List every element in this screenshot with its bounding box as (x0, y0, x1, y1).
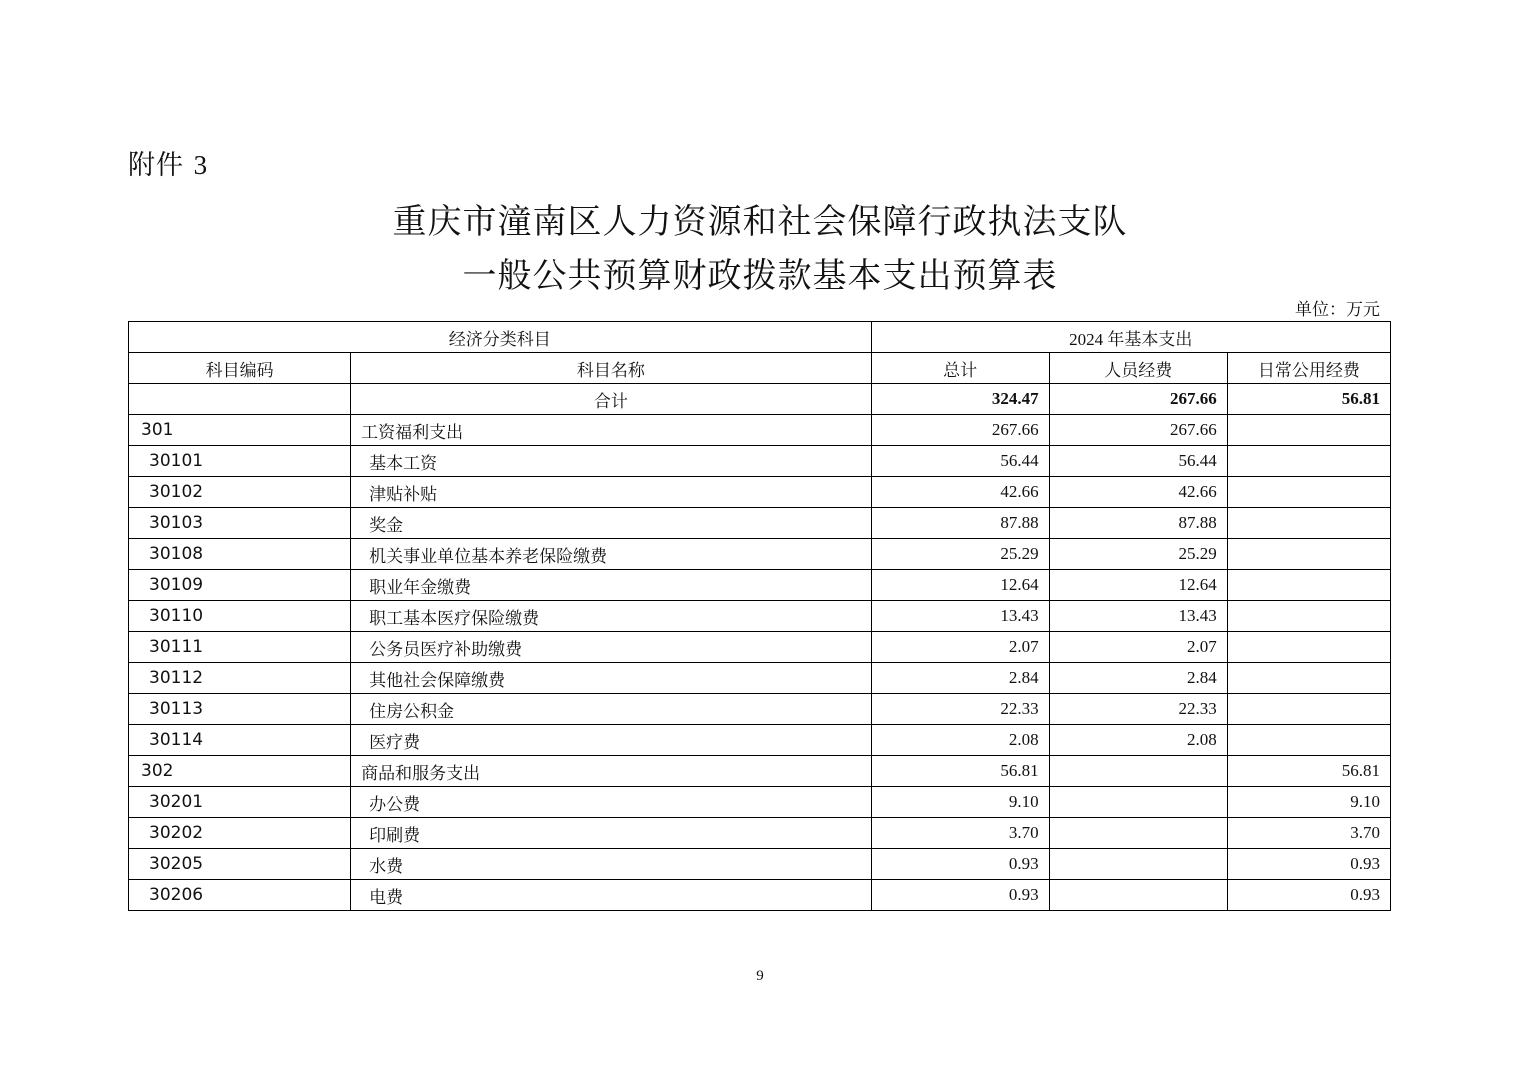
row-public (1227, 570, 1390, 601)
row-name: 职工基本医疗保险缴费 (351, 601, 871, 632)
column-header-row (129, 353, 1391, 384)
row-total: 13.43 (871, 601, 1049, 632)
row-name: 津贴补贴 (351, 477, 871, 508)
row-code: 30202 (129, 818, 351, 849)
row-name: 电费 (351, 880, 871, 911)
row-name: 职业年金缴费 (351, 570, 871, 601)
row-total: 56.81 (871, 756, 1049, 787)
total-row-total: 324.47 (871, 384, 1049, 415)
row-code: 30112 (129, 663, 351, 694)
row-total: 2.07 (871, 632, 1049, 663)
row-personnel (1049, 787, 1227, 818)
group-header-economic: 经济分类科目 (129, 322, 872, 353)
row-total: 87.88 (871, 508, 1049, 539)
row-code: 30102 (129, 477, 351, 508)
row-code: 30111 (129, 632, 351, 663)
table-row (129, 632, 1391, 663)
budget-table (128, 321, 1391, 911)
row-code: 30109 (129, 570, 351, 601)
row-personnel (1049, 818, 1227, 849)
table-row (129, 880, 1391, 911)
column-header-personnel: 人员经费 (1049, 353, 1227, 384)
table-row (129, 477, 1391, 508)
row-name: 基本工资 (351, 446, 871, 477)
row-name: 住房公积金 (351, 694, 871, 725)
row-public (1227, 477, 1390, 508)
attachment-text: 附件 (128, 150, 184, 181)
column-header-code: 科目编码 (129, 353, 351, 384)
row-name: 商品和服务支出 (351, 756, 871, 787)
row-personnel: 2.84 (1049, 663, 1227, 694)
row-name: 医疗费 (351, 725, 871, 756)
attachment-label (128, 143, 218, 182)
row-code: 30110 (129, 601, 351, 632)
row-code: 30101 (129, 446, 351, 477)
row-code: 30206 (129, 880, 351, 911)
total-row-label: 合计 (351, 384, 871, 415)
attachment-number: 3 (193, 150, 209, 180)
row-public: 56.81 (1227, 756, 1390, 787)
total-row (129, 384, 1391, 415)
row-personnel: 22.33 (1049, 694, 1227, 725)
total-row-code (129, 384, 351, 415)
column-header-public: 日常公用经费 (1227, 353, 1390, 384)
row-code: 302 (129, 756, 351, 787)
total-row-personnel: 267.66 (1049, 384, 1227, 415)
row-name: 奖金 (351, 508, 871, 539)
row-personnel: 42.66 (1049, 477, 1227, 508)
row-personnel (1049, 849, 1227, 880)
group-header-row (129, 322, 1391, 353)
row-total: 0.93 (871, 849, 1049, 880)
row-total: 22.33 (871, 694, 1049, 725)
row-name: 水费 (351, 849, 871, 880)
row-total: 267.66 (871, 415, 1049, 446)
table-row (129, 849, 1391, 880)
table-row (129, 663, 1391, 694)
document-title-line1: 重庆市潼南区人力资源和社会保障行政执法支队 (392, 202, 1128, 242)
table-row (129, 508, 1391, 539)
group-header-2024: 2024 年基本支出 (871, 322, 1390, 353)
table-row (129, 415, 1391, 446)
page-number: 9 (756, 968, 764, 984)
row-total: 3.70 (871, 818, 1049, 849)
row-total: 9.10 (871, 787, 1049, 818)
row-personnel: 2.07 (1049, 632, 1227, 663)
row-name: 公务员医疗补助缴费 (351, 632, 871, 663)
table-row (129, 818, 1391, 849)
row-code: 30114 (129, 725, 351, 756)
row-public (1227, 539, 1390, 570)
row-public: 0.93 (1227, 849, 1390, 880)
table-row (129, 446, 1391, 477)
row-code: 30103 (129, 508, 351, 539)
column-header-name: 科目名称 (351, 353, 871, 384)
row-personnel: 2.08 (1049, 725, 1227, 756)
row-personnel: 87.88 (1049, 508, 1227, 539)
row-total: 12.64 (871, 570, 1049, 601)
row-name: 办公费 (351, 787, 871, 818)
row-public: 9.10 (1227, 787, 1390, 818)
total-row-public: 56.81 (1227, 384, 1390, 415)
table-row (129, 601, 1391, 632)
table-row (129, 570, 1391, 601)
row-personnel: 12.64 (1049, 570, 1227, 601)
row-total: 25.29 (871, 539, 1049, 570)
row-public: 0.93 (1227, 880, 1390, 911)
row-public (1227, 725, 1390, 756)
row-personnel: 13.43 (1049, 601, 1227, 632)
table-row (129, 787, 1391, 818)
row-public (1227, 446, 1390, 477)
row-code: 301 (129, 415, 351, 446)
row-name: 机关事业单位基本养老保险缴费 (351, 539, 871, 570)
row-code: 30205 (129, 849, 351, 880)
row-public (1227, 694, 1390, 725)
row-name: 其他社会保障缴费 (351, 663, 871, 694)
table-row (129, 756, 1391, 787)
row-personnel (1049, 880, 1227, 911)
row-code: 30108 (129, 539, 351, 570)
unit-label: 单位：万元 (1295, 300, 1380, 319)
row-public (1227, 601, 1390, 632)
row-total: 42.66 (871, 477, 1049, 508)
row-public: 3.70 (1227, 818, 1390, 849)
row-name: 工资福利支出 (351, 415, 871, 446)
table-row (129, 694, 1391, 725)
table-row (129, 725, 1391, 756)
row-public (1227, 632, 1390, 663)
row-personnel: 56.44 (1049, 446, 1227, 477)
row-code: 30113 (129, 694, 351, 725)
table-row (129, 539, 1391, 570)
row-total: 2.84 (871, 663, 1049, 694)
row-public (1227, 415, 1390, 446)
column-header-total: 总计 (871, 353, 1049, 384)
row-public (1227, 663, 1390, 694)
row-code: 30201 (129, 787, 351, 818)
document-title-line2: 一般公共预算财政拨款基本支出预算表 (462, 256, 1058, 296)
row-personnel (1049, 756, 1227, 787)
row-total: 2.08 (871, 725, 1049, 756)
row-public (1227, 508, 1390, 539)
row-personnel: 25.29 (1049, 539, 1227, 570)
row-total: 56.44 (871, 446, 1049, 477)
row-personnel: 267.66 (1049, 415, 1227, 446)
row-name: 印刷费 (351, 818, 871, 849)
row-total: 0.93 (871, 880, 1049, 911)
